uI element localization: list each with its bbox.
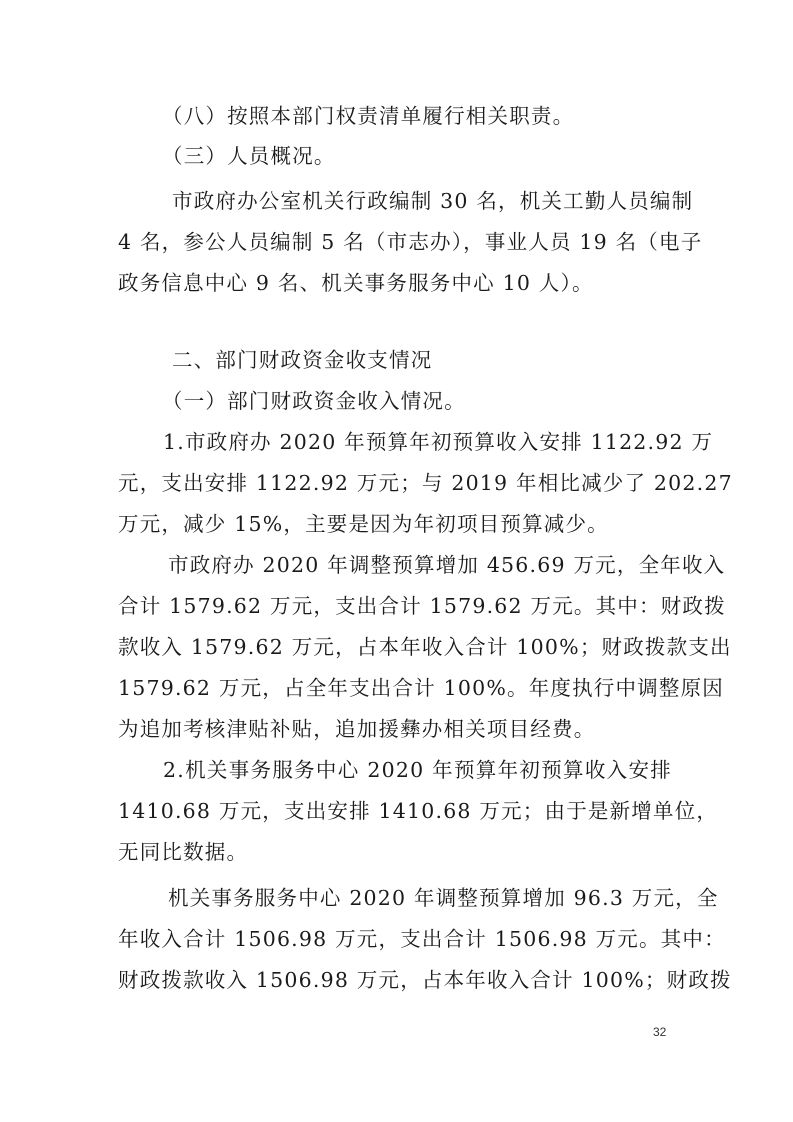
text-line: 财政拨款收入 1506.98 万元，占本年收入合计 100%；财政拨 (118, 968, 732, 992)
section-heading: 二、部门财政资金收支情况 (172, 348, 433, 372)
text-line: 市政府办公室机关行政编制 30 名，机关工勤人员编制 (172, 189, 694, 213)
text-line: 为追加考核津贴补贴，追加援彝办相关项目经费。 (118, 717, 596, 741)
text-line: 政务信息中心 9 名、机关事务服务中心 10 人）。 (118, 271, 594, 295)
text-line: 元，支出安排 1122.92 万元；与 2019 年相比减少了 202.27 (118, 471, 733, 495)
page-number: 32 (653, 1025, 667, 1039)
text-line: 款收入 1579.62 万元，占本年收入合计 100%；财政拨款支出 (118, 635, 732, 659)
text-line: 市政府办 2020 年调整预算增加 456.69 万元，全年收入 (168, 553, 726, 577)
text-line: 1579.62 万元，占全年支出合计 100%。年度执行中调整原因 (118, 676, 725, 700)
text-line: 1.市政府办 2020 年预算年初预算收入安排 1122.92 万 (163, 430, 714, 454)
text-line: （三）人员概况。 (162, 144, 336, 168)
text-line: 合计 1579.62 万元，支出合计 1579.62 万元。其中：财政拨 (118, 594, 726, 618)
text-line: 2.机关事务服务中心 2020 年预算年初预算收入安排 (163, 758, 672, 782)
text-line: 4 名，参公人员编制 5 名（市志办），事业人员 19 名（电子 (118, 230, 703, 254)
text-line: （八）按照本部门权责清单履行相关职责。 (162, 104, 575, 128)
text-line: 1410.68 万元，支出安排 1410.68 万元；由于是新增单位， (118, 799, 719, 823)
subsection-heading: （一）部门财政资金收入情况。 (162, 389, 466, 413)
text-line: 万元，减少 15%，主要是因为年初项目预算减少。 (118, 512, 609, 536)
text-line: 无同比数据。 (118, 840, 249, 864)
text-line: 机关事务服务中心 2020 年调整预算增加 96.3 万元，全 (168, 886, 719, 910)
text-line: 年收入合计 1506.98 万元，支出合计 1506.98 万元。其中： (118, 927, 726, 951)
